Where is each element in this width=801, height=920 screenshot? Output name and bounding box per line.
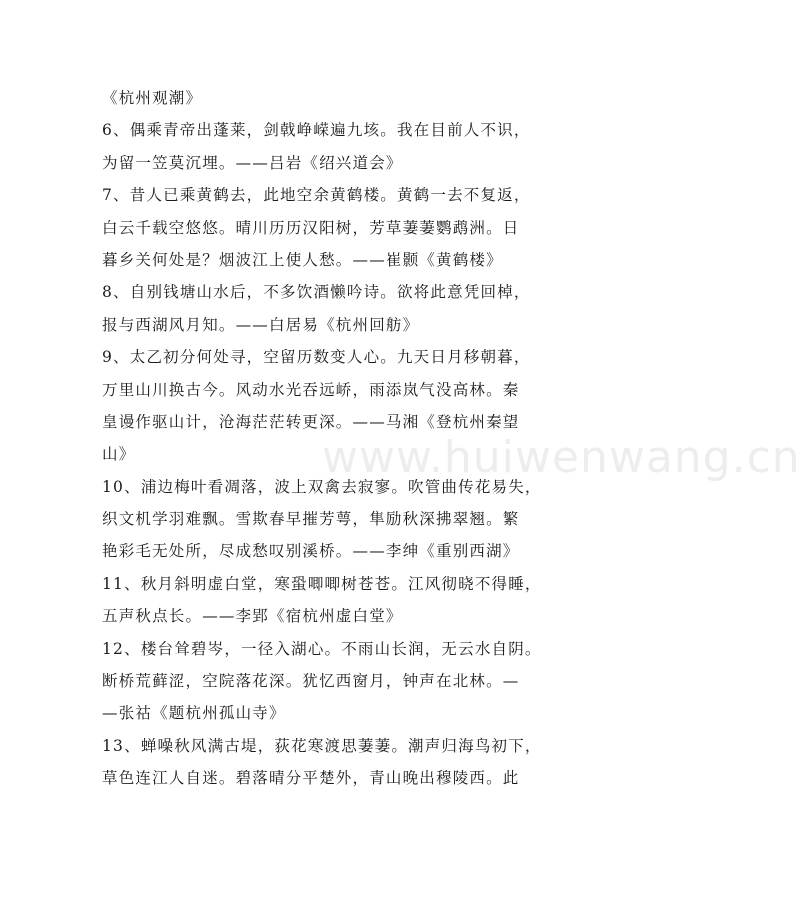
- text-line: 6、偶乘青帝出蓬莱，剑戟峥嵘遍九垓。我在目前人不识，: [102, 121, 531, 140]
- text-line: 7、昔人已乘黄鹤去，此地空余黄鹤楼。黄鹤一去不复返，: [102, 186, 531, 205]
- text-line: 10、浦边梅叶看凋落，波上双禽去寂寥。吹管曲传花易失，: [102, 477, 542, 496]
- text-line: 暮乡关何处是？烟波江上使人愁。——崔颢《黄鹤楼》: [102, 250, 503, 269]
- text-line: 13、蝉噪秋风满古堤，荻花寒渡思萋萋。潮声归海鸟初下，: [102, 736, 542, 755]
- watermark: www.huiwenwang.cn: [322, 432, 801, 483]
- text-line: 8、自别钱塘山水后，不多饮酒懒吟诗。欲将此意凭回棹，: [102, 283, 531, 302]
- text-line: 9、太乙初分何处寻，空留历数变人心。九天日月移朝暮，: [102, 348, 531, 367]
- text-line: 《杭州观潮》: [102, 89, 203, 107]
- text-line: 断桥荒藓涩，空院落花深。犹忆西窗月，钟声在北林。—: [102, 672, 520, 691]
- text-line: 万里山川换古今。风动水光吞远峤，雨添岚气没高林。秦: [102, 380, 520, 399]
- text-line: 报与西湖风月知。——白居易《杭州回舫》: [102, 315, 420, 334]
- text-line: 艳彩毛无处所，尽成愁叹别溪桥。——李绅《重别西湖》: [102, 542, 520, 561]
- text-line: 五声秋点长。——李郢《宿杭州虚白堂》: [102, 607, 403, 626]
- text-line: 12、楼台耸碧岑，一径入湖心。不雨山长润，无云水自阴。: [102, 639, 542, 658]
- text-line: 山》: [102, 445, 136, 464]
- text-line: 白云千载空悠悠。晴川历历汉阳树，芳草萋萋鹦鹉洲。日: [102, 218, 520, 237]
- text-line: 为留一笠莫沉埋。——吕岩《绍兴道会》: [102, 153, 403, 172]
- poem-text-body: [102, 82, 550, 795]
- text-line: 11、秋月斜明虚白堂，寒蛩唧唧树苍苍。江风彻晓不得睡，: [102, 574, 542, 593]
- text-line: 草色连江人自迷。碧落晴分平楚外，青山晚出穆陵西。此: [102, 769, 520, 788]
- text-line: —张祜《题杭州孤山寺》: [102, 704, 286, 723]
- text-line: 织文机学羽难飘。雪欺春早摧芳萼，隼励秋深拂翠翘。繁: [102, 510, 520, 529]
- text-line: 皇谩作驱山计，沧海茫茫转更深。——马湘《登杭州秦望: [102, 412, 520, 431]
